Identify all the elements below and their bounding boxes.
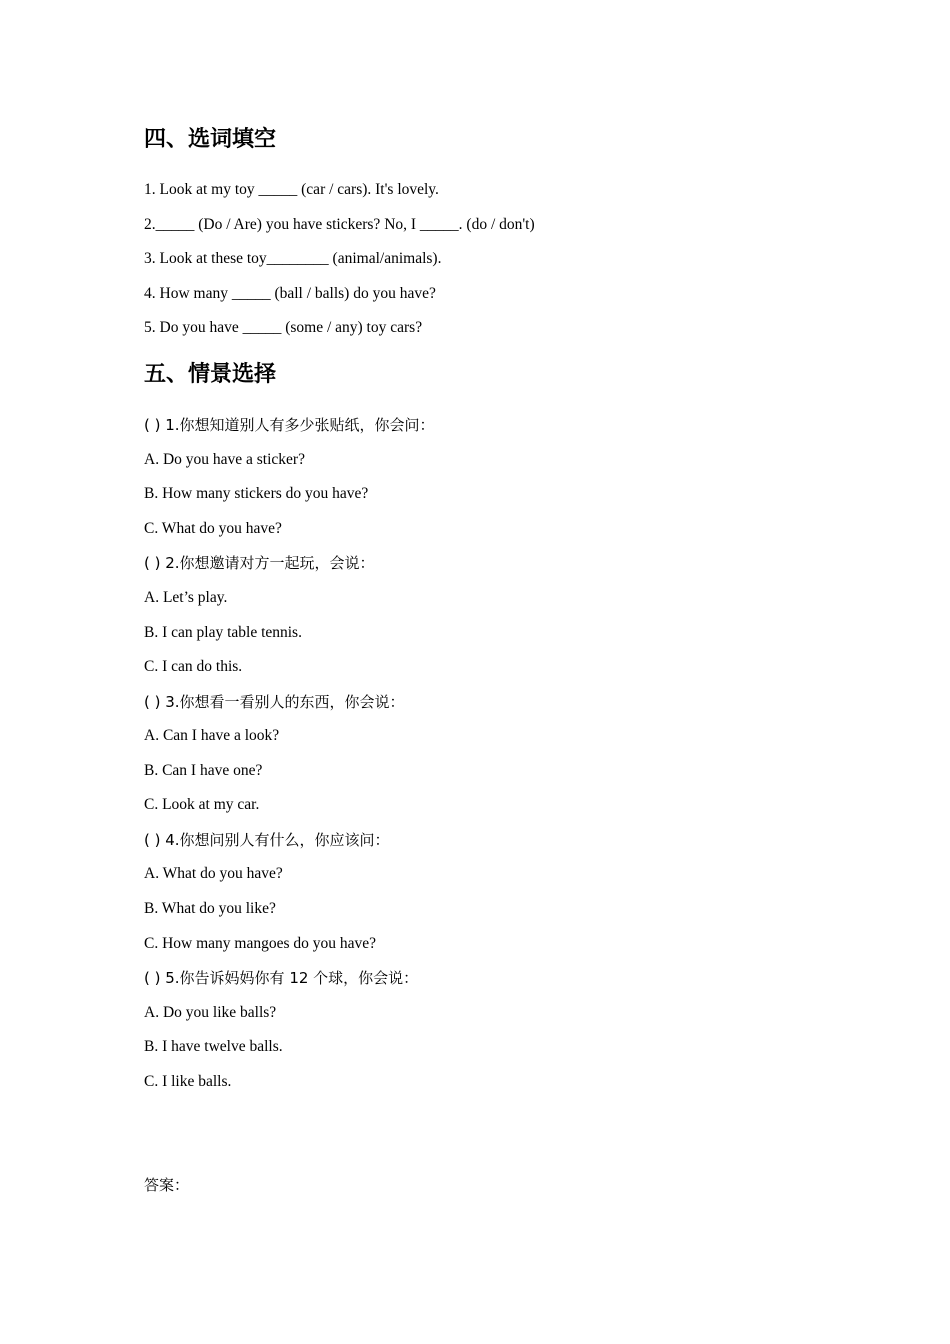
section-4-title: 四、选词填空 bbox=[144, 127, 277, 152]
question-3-option-c: C. Look at my car. bbox=[144, 796, 260, 813]
fill-item-1: 1. Look at my toy _____ (car / cars). It's lovely. bbox=[144, 181, 439, 198]
question-4-option-c: C. How many mangoes do you have? bbox=[144, 935, 377, 952]
section-5-title: 五、情景选择 bbox=[144, 362, 277, 387]
fill-item-2: 2._____ (Do / Are) you have stickers? No, I _____. (do / don't) bbox=[144, 216, 535, 233]
fill-item-5: 5. Do you have _____ (some / any) toy cars? bbox=[144, 319, 423, 336]
question-4-stem: ( ) 4.你想问别人有什么，你应该问： bbox=[144, 831, 390, 849]
question-1-option-c: C. What do you have? bbox=[144, 520, 282, 537]
question-2-option-a: A. Let’s play. bbox=[144, 589, 228, 606]
question-5-option-a: A. Do you like balls? bbox=[144, 1004, 277, 1021]
question-4-option-b: B. What do you like? bbox=[144, 900, 276, 917]
question-1-option-b: B. How many stickers do you have? bbox=[144, 485, 369, 502]
question-2-stem: ( ) 2.你想邀请对方一起玩，会说： bbox=[144, 554, 375, 572]
fill-item-4: 4. How many _____ (ball / balls) do you have? bbox=[144, 285, 436, 302]
question-3-option-b: B. Can I have one? bbox=[144, 762, 263, 779]
answers-label: 答案： bbox=[144, 1176, 190, 1194]
question-1-option-a: A. Do you have a sticker? bbox=[144, 451, 305, 468]
question-5-stem: ( ) 5.你告诉妈妈你有 12 个球，你会说： bbox=[144, 969, 419, 987]
question-2-option-b: B. I can play table tennis. bbox=[144, 624, 302, 641]
question-5-option-b: B. I have twelve balls. bbox=[144, 1038, 283, 1055]
question-5-option-c: C. I like balls. bbox=[144, 1073, 232, 1090]
question-3-stem: ( ) 3.你想看一看别人的东西，你会说： bbox=[144, 693, 405, 711]
question-4-option-a: A. What do you have? bbox=[144, 865, 283, 882]
fill-item-3: 3. Look at these toy________ (animal/animals). bbox=[144, 250, 442, 267]
question-1-stem: ( ) 1.你想知道别人有多少张贴纸，你会问： bbox=[144, 416, 435, 434]
question-3-option-a: A. Can I have a look? bbox=[144, 727, 280, 744]
question-2-option-c: C. I can do this. bbox=[144, 658, 243, 675]
